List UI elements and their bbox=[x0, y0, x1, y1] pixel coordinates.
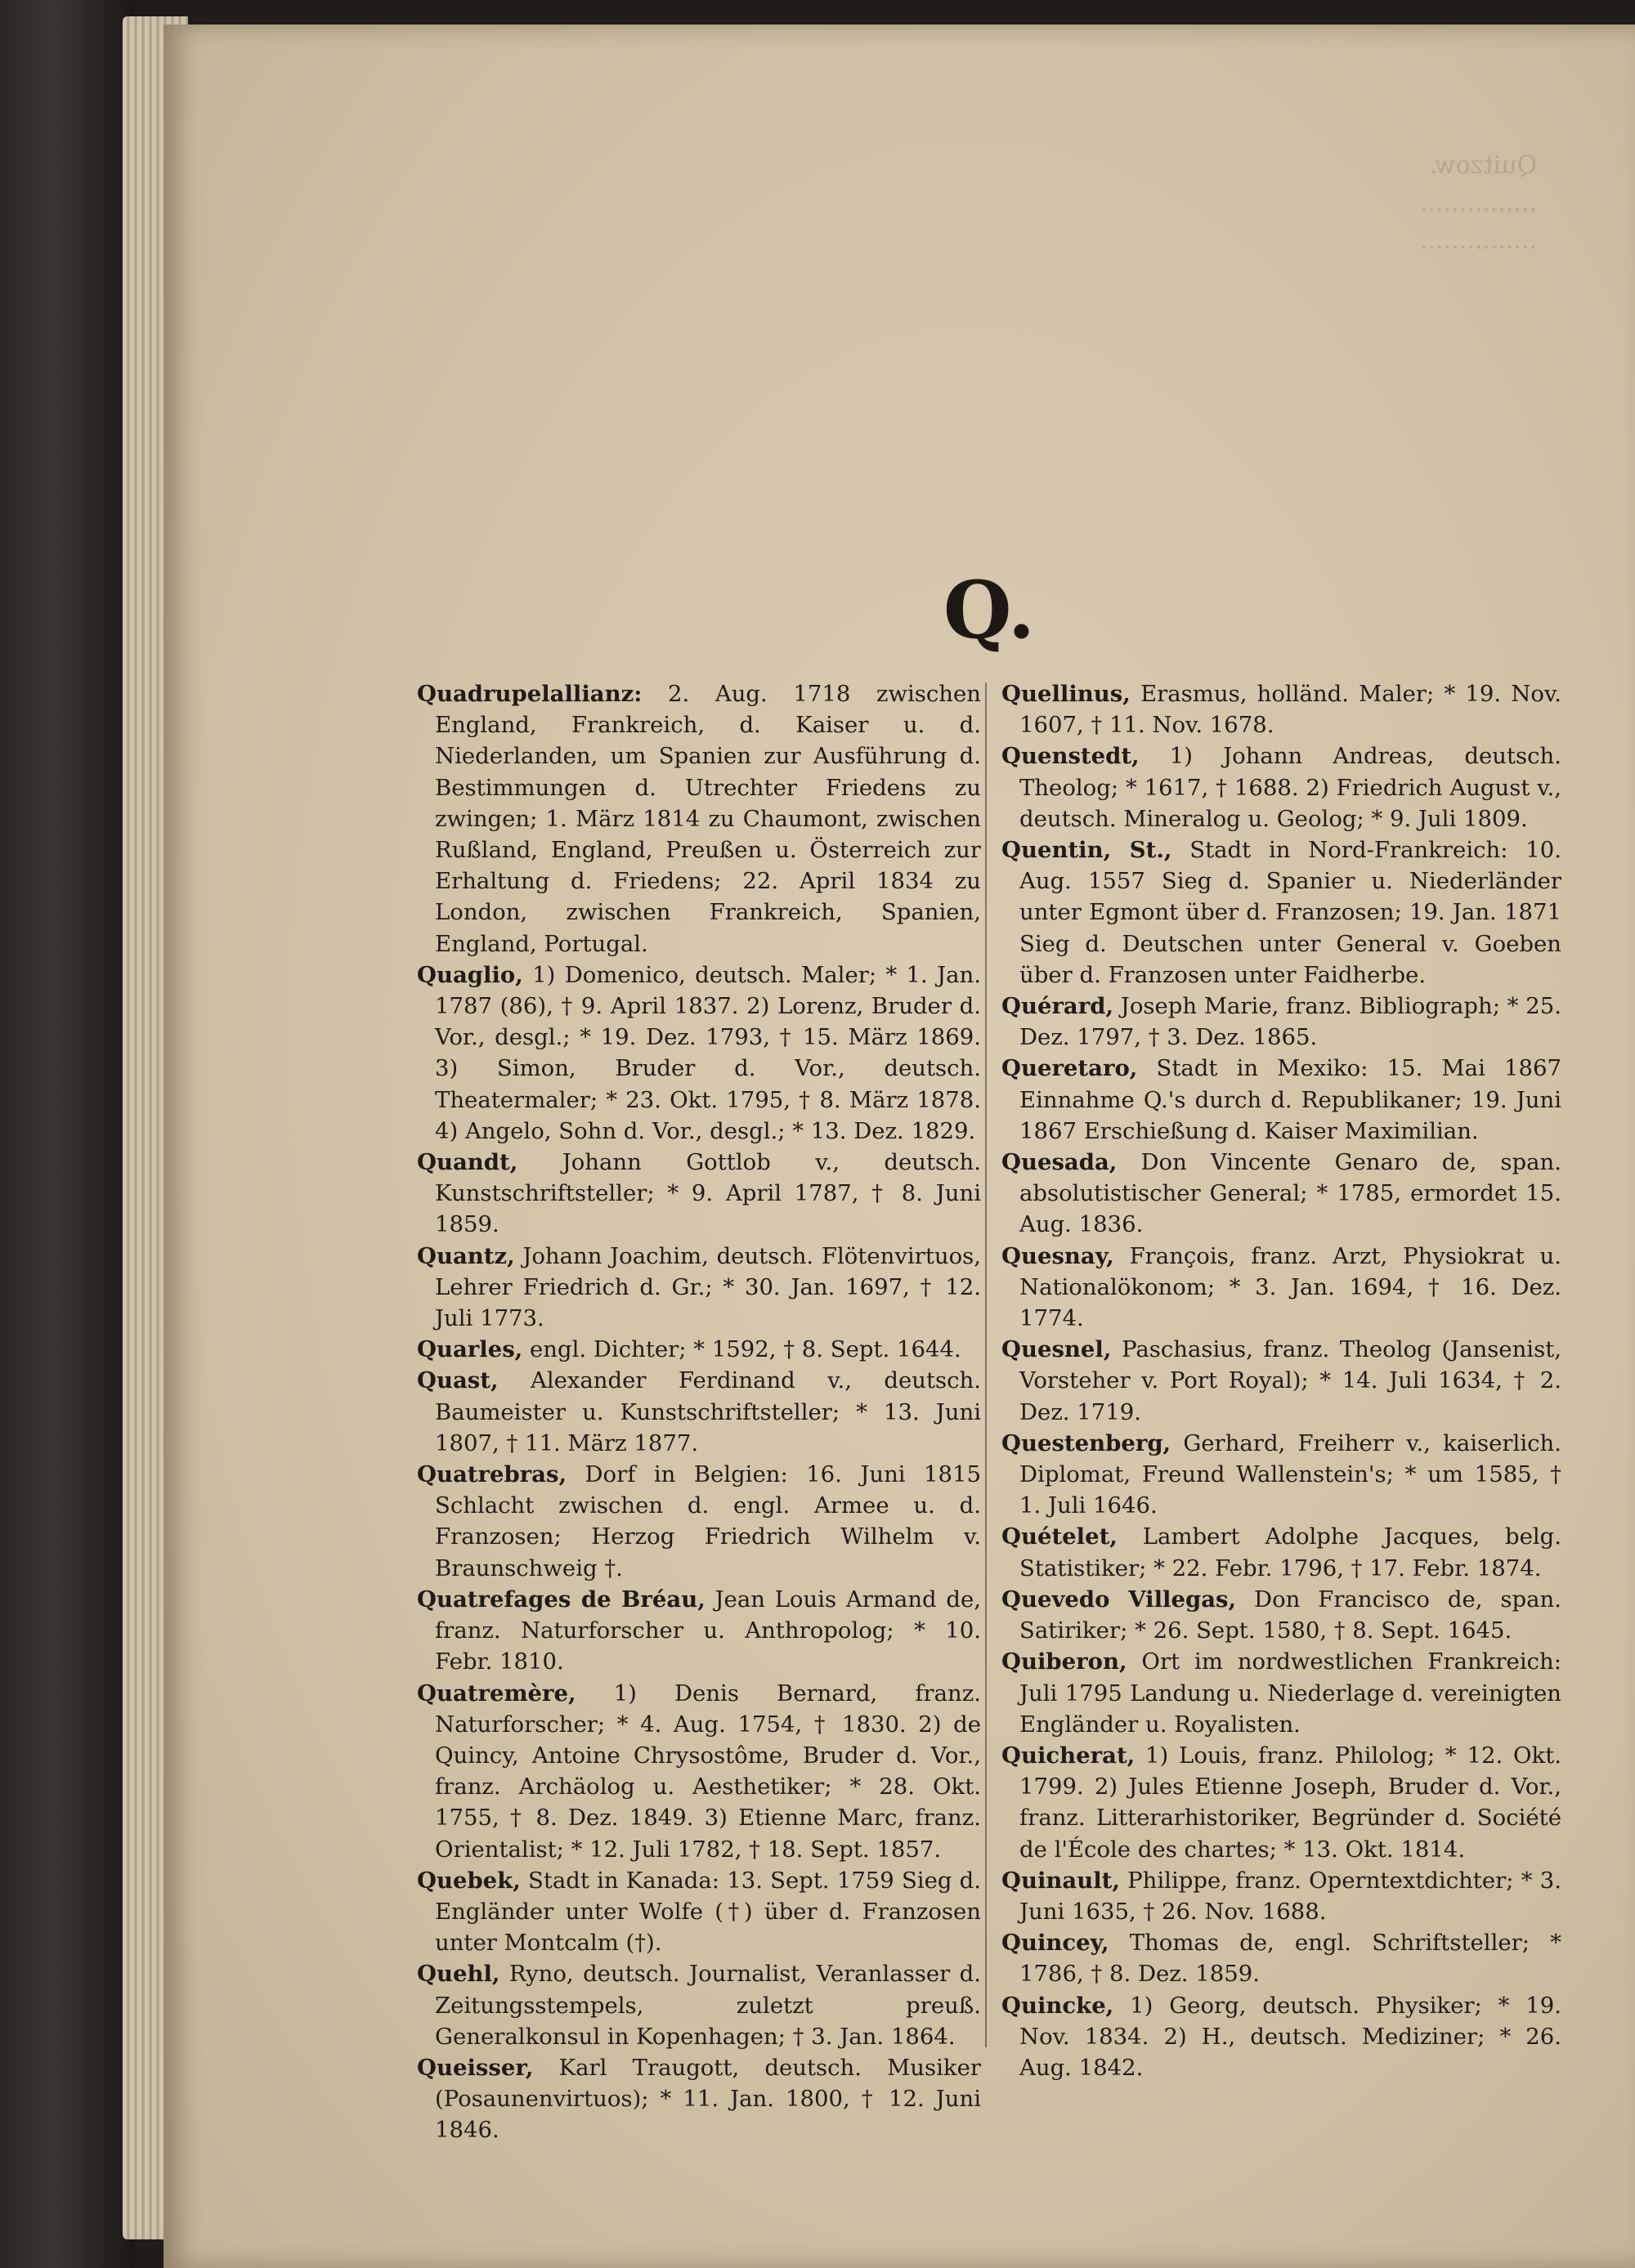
dictionary-entry bbox=[1001, 1740, 1561, 1865]
entry-headword: Quételet, bbox=[1001, 1523, 1118, 1550]
entry-headword: Quebek, bbox=[417, 1867, 521, 1894]
dictionary-entry bbox=[417, 1459, 981, 1584]
entry-headword: Quicherat, bbox=[1001, 1742, 1136, 1769]
entry-text: 1) Louis, franz. Philolog; * 12. Okt. 1799. 2) Jules Etienne Joseph, Bruder d. Vor., franz. Litterarhistoriker, Begründer d. Société de l'École des chartes; * 13. Okt. 1814. bbox=[1019, 1742, 1561, 1863]
entry-text: 2. Aug. 1718 zwischen England, Frankreich, d. Kaiser u. d. Niederlanden, um Spanien zur Ausführung d. Bestimmungen d. Utrechter Friedens zu zwingen; 1. März 1814 zu Chaumont, zwischen Rußland, England, Preußen u. Österreich zur Erhaltung d. Friedens; 22. April 1834 zu London, zwischen Frankreich, Spanien, England, Portugal. bbox=[435, 681, 981, 957]
dictionary-entry bbox=[1001, 991, 1561, 1053]
entry-headword: Quincey, bbox=[1001, 1930, 1109, 1957]
entry-headword: Quérard, bbox=[1001, 993, 1114, 1020]
dictionary-entry bbox=[417, 1241, 981, 1335]
dictionary-entry bbox=[417, 678, 981, 960]
right-column bbox=[1001, 678, 1561, 2083]
entry-headword: Quast, bbox=[417, 1367, 499, 1394]
dictionary-entry bbox=[1001, 1990, 1561, 2084]
entry-text: Karl Traugott, deutsch. Musiker (Posaunenvirtuos); * 11. Jan. 1800, † 12. Juni 1846. bbox=[435, 2054, 981, 2144]
dictionary-entry bbox=[417, 960, 981, 1147]
entry-text: Gerhard, Freiherr v., kaiserlich. Diplomat, Freund Wallenstein's; * um 1585, † 1. Juli 1646. bbox=[1019, 1429, 1561, 1519]
entry-text: 1) Georg, deutsch. Physiker; * 19. Nov. 1834. 2) H., deutsch. Mediziner; * 26. Aug. 1842. bbox=[1019, 1992, 1561, 2081]
entry-headword: Quadrupelallianz: bbox=[417, 681, 643, 707]
entry-text: 1) Denis Bernard, franz. Naturforscher; * 4. Aug. 1754, † 1830. 2) de Quincy, Antoine Chrysostôme, Bruder d. Vor., franz. Archäolog u. Aesthetiker; * 28. Okt. 1755, † 8. Dez. 1849. 3) Etienne Marc, franz. Orientalist; * 12. Juli 1782, † 18. Sept. 1857. bbox=[435, 1680, 981, 1863]
dictionary-entry bbox=[417, 1334, 981, 1365]
section-letter: Q. bbox=[943, 564, 1036, 656]
entry-text: Paschasius, franz. Theolog (Jansenist, Vorsteher v. Port Royal); * 14. Juli 1634, † 2. Dez. 1719. bbox=[1019, 1336, 1561, 1425]
entry-headword: Quaglio, bbox=[417, 961, 523, 988]
entry-text: Thomas de, engl. Schriftsteller; * 1786, † 8. Dez. 1859. bbox=[1019, 1930, 1561, 1988]
entry-text: Stadt in Nord-Frankreich: 10. Aug. 1557 Sieg d. Spanier u. Niederländer unter Egmont über d. Franzosen; 19. Jan. 1871 Sieg d. Deutschen unter General v. Goeben über d. Franzosen unter Faidherbe. bbox=[1019, 837, 1561, 988]
entry-text: 1) Domenico, deutsch. Maler; * 1. Jan. 1787 (86), † 9. April 1837. 2) Lorenz, Bruder d. Vor., desgl.; * 19. Dez. 1793, † 15. März 1869. 3) Simon, Bruder d. Vor., deutsch. Theatermaler; * 23. Okt. 1795, † 8. März 1878. 4) Angelo, Sohn d. Vor., desgl.; * 13. Dez. 1829. bbox=[435, 961, 981, 1144]
entry-headword: Quatremère, bbox=[417, 1680, 576, 1707]
left-column bbox=[417, 678, 981, 2146]
entry-headword: Quehl, bbox=[417, 1961, 500, 1988]
entry-text: Ort im nordwestlichen Frankreich: Juli 1795 Landung u. Niederlage d. vereinigten Engländer u. Royalisten. bbox=[1019, 1648, 1561, 1738]
entry-headword: Quiberon, bbox=[1001, 1648, 1127, 1675]
entry-text: Joseph Marie, franz. Bibliograph; * 25. Dez. 1797, † 3. Dez. 1865. bbox=[1019, 993, 1561, 1051]
entry-headword: Quevedo Villegas, bbox=[1001, 1586, 1237, 1613]
dictionary-entry bbox=[1001, 1241, 1561, 1335]
dictionary-entry bbox=[1001, 1646, 1561, 1740]
dictionary-entry bbox=[1001, 1053, 1561, 1147]
dictionary-entry bbox=[1001, 740, 1561, 834]
column-divider bbox=[985, 682, 987, 2047]
entry-text: Don Vincente Genaro de, span. absolutistischer General; * 1785, ermordet 15. Aug. 1836. bbox=[1019, 1149, 1561, 1238]
entry-headword: Quincke, bbox=[1001, 1992, 1114, 2019]
dictionary-entry bbox=[417, 1958, 981, 2052]
entry-headword: Queisser, bbox=[417, 2054, 534, 2081]
entry-headword: Quatrebras, bbox=[417, 1461, 567, 1488]
dictionary-entry bbox=[1001, 1428, 1561, 1522]
entry-headword: Quesada, bbox=[1001, 1149, 1118, 1176]
entry-text: Dorf in Belgien: 16. Juni 1815 Schlacht zwischen d. engl. Armee u. d. Franzosen; Herzog Friedrich Wilhelm v. Braunschweig †. bbox=[435, 1461, 981, 1581]
entry-text: Don Francisco de, span. Satiriker; * 26. Sept. 1580, † 8. Sept. 1645. bbox=[1019, 1586, 1561, 1644]
entry-text: Stadt in Kanada: 13. Sept. 1759 Sieg d. Engländer unter Wolfe (†) über d. Franzosen unter Montcalm (†). bbox=[435, 1867, 981, 1957]
entry-text: Stadt in Mexiko: 15. Mai 1867 Einnahme Q.'s durch d. Republikaner; 19. Juni 1867 Erschießung d. Kaiser Maximilian. bbox=[1019, 1055, 1561, 1144]
entry-text: Ryno, deutsch. Journalist, Veranlasser d. Zeitungsstempels, zuletzt preuß. Generalkonsul in Kopenhagen; † 3. Jan. 1864. bbox=[435, 1961, 981, 2050]
dictionary-entry bbox=[1001, 1334, 1561, 1428]
entry-headword: Questenberg, bbox=[1001, 1429, 1171, 1456]
entry-headword: Queretaro, bbox=[1001, 1055, 1138, 1082]
dictionary-entry bbox=[1001, 678, 1561, 740]
dictionary-entry bbox=[417, 2052, 981, 2146]
dictionary-entry bbox=[417, 1365, 981, 1459]
entry-headword: Quandt, bbox=[417, 1149, 518, 1176]
entry-text: François, franz. Arzt, Physiokrat u. Nationalökonom; * 3. Jan. 1694, † 16. Dez. 1774. bbox=[1019, 1242, 1561, 1332]
entry-text: Alexander Ferdinand v., deutsch. Baumeister u. Kunstschriftsteller; * 13. Juni 1807, † 11. März 1877. bbox=[435, 1367, 981, 1456]
dictionary-entry bbox=[1001, 1584, 1561, 1646]
entry-headword: Quesnel, bbox=[1001, 1336, 1112, 1363]
entry-text: Jean Louis Armand de, franz. Naturforscher u. Anthropolog; * 10. Febr. 1810. bbox=[435, 1586, 981, 1675]
bleed-through-text: Quitzow. ............... ............... bbox=[1419, 151, 1537, 255]
dictionary-entry bbox=[417, 1678, 981, 1865]
entry-headword: Quenstedt, bbox=[1001, 743, 1140, 770]
dictionary-entry bbox=[1001, 1147, 1561, 1241]
entry-headword: Quellinus, bbox=[1001, 681, 1131, 707]
entry-headword: Quinault, bbox=[1001, 1867, 1120, 1894]
book-cover-edge bbox=[0, 0, 135, 2268]
entry-headword: Quantz, bbox=[417, 1242, 515, 1269]
entry-text: Erasmus, holländ. Maler; * 19. Nov. 1607, † 11. Nov. 1678. bbox=[1019, 681, 1561, 739]
entry-text: Philippe, franz. Operntextdichter; * 3. Juni 1635, † 26. Nov. 1688. bbox=[1019, 1867, 1561, 1925]
entry-headword: Quatrefages de Bréau, bbox=[417, 1586, 706, 1613]
entry-headword: Quentin, St., bbox=[1001, 837, 1172, 864]
dictionary-entry bbox=[1001, 1521, 1561, 1583]
entry-text: Lambert Adolphe Jacques, belg. Statistiker; * 22. Febr. 1796, † 17. Febr. 1874. bbox=[1019, 1523, 1561, 1581]
entry-headword: Quesnay, bbox=[1001, 1242, 1114, 1269]
entry-text: 1) Johann Andreas, deutsch. Theolog; * 1617, † 1688. 2) Friedrich August v., deutsch. Mineralog u. Geolog; * 9. Juli 1809. bbox=[1019, 743, 1561, 832]
entry-text: Johann Gottlob v., deutsch. Kunstschriftsteller; * 9. April 1787, † 8. Juni 1859. bbox=[435, 1149, 981, 1238]
entry-text: engl. Dichter; * 1592, † 8. Sept. 1644. bbox=[522, 1336, 961, 1363]
dictionary-entry bbox=[417, 1147, 981, 1241]
entry-text: Johann Joachim, deutsch. Flötenvirtuos, Lehrer Friedrich d. Gr.; * 30. Jan. 1697, † 12. Juli 1773. bbox=[435, 1242, 981, 1332]
dictionary-entry bbox=[417, 1584, 981, 1678]
dictionary-entry bbox=[1001, 1927, 1561, 1989]
dictionary-entry bbox=[417, 1865, 981, 1959]
dictionary-entry bbox=[1001, 834, 1561, 991]
entry-headword: Quarles, bbox=[417, 1336, 523, 1363]
dictionary-entry bbox=[1001, 1865, 1561, 1927]
